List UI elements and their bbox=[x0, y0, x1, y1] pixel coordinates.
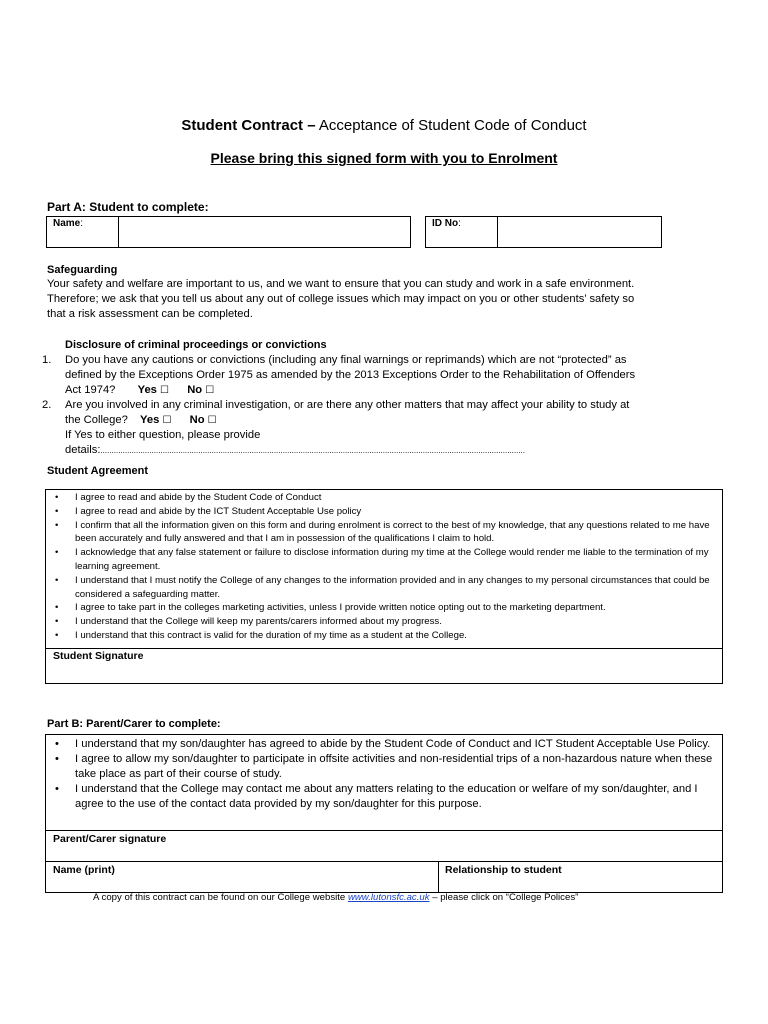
details-label: details: bbox=[65, 444, 101, 456]
name-label: Name bbox=[53, 218, 81, 229]
safeguarding-text bbox=[47, 277, 747, 322]
safeguarding-heading: Safeguarding bbox=[47, 264, 118, 276]
q1-no-checkbox[interactable]: ☐ bbox=[205, 385, 215, 396]
question-1-number: 1. bbox=[42, 354, 52, 366]
name-relationship-row bbox=[46, 861, 722, 893]
disclosure-heading: Disclosure of criminal proceedings or convictions bbox=[65, 339, 327, 351]
details-dots: ............................................................................................................................................................................................... bbox=[100, 446, 525, 455]
footer-note bbox=[93, 892, 578, 903]
agreement-item: • I understand that this contract is valid for the duration of my time as a student at the College. bbox=[46, 629, 714, 643]
parent-signature-field[interactable] bbox=[46, 830, 722, 861]
safeguarding-line: Therefore; we ask that you tell us about any out of college issues which may impact on you or other students’ safety so bbox=[47, 293, 635, 305]
id-colon: : bbox=[458, 218, 461, 229]
college-website-link[interactable]: www.lutonsfc.ac.uk bbox=[347, 892, 430, 903]
question-2-line: the College? bbox=[65, 414, 128, 426]
agreement-item: • I agree to take part in the colleges marketing activities, unless I provide written notice opting out to the marketing department. bbox=[46, 601, 714, 615]
parent-name-field[interactable] bbox=[46, 862, 439, 893]
relationship-label: Relationship to student bbox=[445, 864, 562, 876]
id-label-cell bbox=[426, 217, 498, 247]
part-b-list bbox=[46, 737, 714, 812]
question-2-line: Are you involved in any criminal investigation, or are there any other matters that may affect your ability to study at bbox=[65, 399, 630, 411]
part-b-item: • I understand that the College may contact me about any matters relating to the education or welfare of my son/daughter, and I agree to the use of the contact data provided by my son/daughter for this purpose. bbox=[46, 782, 714, 812]
q2-no-label: No bbox=[189, 414, 205, 426]
agreement-item: • I confirm that all the information given on this form and during enrolment is correct to the best of my knowledge, that any questions related to me have been accurately and fully answered and that I am in possession of the qualifications I claim to hold. bbox=[46, 519, 714, 547]
q2-no-checkbox[interactable]: ☐ bbox=[207, 415, 217, 426]
agreement-item: • I agree to read and abide by the Student Code of Conduct bbox=[46, 491, 714, 505]
part-b-heading: Part B: Parent/Carer to complete: bbox=[47, 718, 221, 730]
page-subtitle: Please bring this signed form with you to Enrolment bbox=[210, 150, 558, 166]
name-input[interactable] bbox=[119, 217, 410, 247]
relationship-field[interactable] bbox=[439, 862, 722, 893]
q1-yes-checkbox[interactable]: ☐ bbox=[160, 385, 169, 396]
name-label-cell bbox=[47, 217, 119, 247]
question-1-line: defined by the Exceptions Order 1975 as amended by the 2013 Exceptions Order to the Rehabilitation of Offenders bbox=[65, 369, 636, 381]
page-title bbox=[0, 117, 768, 134]
footer-prefix: A copy of this contract can be found on our College website bbox=[93, 892, 348, 903]
part-b-item: • I agree to allow my son/daughter to participate in offsite activities and non-residential trips of a non-hazardous nature when these take place as part of their course of study. bbox=[46, 752, 714, 782]
agreement-item: • I understand that the College will keep my parents/carers informed about my progress. bbox=[46, 615, 714, 629]
q2-yes-checkbox[interactable]: ☐ bbox=[162, 415, 172, 426]
agreement-item: • I agree to read and abide by the ICT Student Acceptable Use policy bbox=[46, 505, 714, 519]
footer-suffix: – please click on “College Polices” bbox=[429, 892, 579, 903]
agreement-list bbox=[46, 491, 714, 643]
name-field-box bbox=[46, 216, 411, 248]
part-b-item: • I understand that my son/daughter has agreed to abide by the Student Code of Conduct and ICT Student Acceptable Use Policy. bbox=[46, 737, 714, 752]
parent-name-label: Name (print) bbox=[53, 864, 115, 876]
safeguarding-line: that a risk assessment can be completed. bbox=[47, 308, 253, 320]
id-label: ID No bbox=[432, 218, 459, 229]
part-a-heading: Part A: Student to complete: bbox=[47, 200, 209, 214]
title-rest: Acceptance of Student Code of Conduct bbox=[315, 117, 587, 134]
q1-no-label: No bbox=[187, 384, 203, 396]
if-yes-text: If Yes to either question, please provide bbox=[65, 429, 261, 441]
agreement-box bbox=[45, 489, 723, 684]
question-1-line: Do you have any cautions or convictions (including any final warnings or reprimands) which are not “protected” as bbox=[65, 354, 627, 366]
id-input[interactable] bbox=[498, 217, 661, 247]
details-line[interactable] bbox=[65, 443, 635, 458]
question-1-last: Act 1974? bbox=[65, 384, 116, 396]
agreement-item: • I acknowledge that any false statement or failure to disclose information during my time at the College would render me liable to the termination of my learning agreement. bbox=[46, 546, 714, 574]
question-2-number: 2. bbox=[42, 399, 52, 411]
safeguarding-line: Your safety and welfare are important to us, and we want to ensure that you can study and work in a safe environment. bbox=[47, 278, 635, 290]
q2-yes-label: Yes bbox=[140, 414, 160, 426]
parent-signature-label: Parent/Carer signature bbox=[53, 833, 167, 845]
agreement-item: • I understand that I must notify the College of any changes to the information provided and in any changes to my personal circumstances that could be considered a safeguarding matter. bbox=[46, 574, 714, 602]
agreement-heading: Student Agreement bbox=[47, 465, 149, 477]
student-signature-label: Student Signature bbox=[53, 650, 144, 662]
id-field-box bbox=[425, 216, 662, 248]
question-2 bbox=[42, 398, 736, 458]
name-colon: : bbox=[80, 218, 84, 229]
part-b-box bbox=[45, 734, 723, 893]
title-bold: Student Contract – bbox=[181, 117, 316, 134]
q1-yes-label: Yes bbox=[137, 384, 157, 396]
disclosure-questions bbox=[42, 353, 736, 458]
question-1 bbox=[42, 353, 736, 398]
student-signature-field[interactable] bbox=[46, 648, 722, 684]
